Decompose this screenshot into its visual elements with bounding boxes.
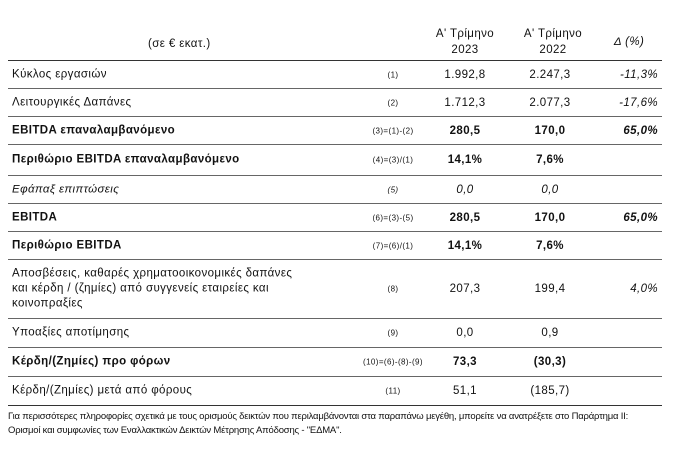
value-2023: 1.712,3 — [444, 96, 486, 109]
row-label: Λειτουργικές Δαπάνες — [12, 96, 132, 108]
value-2023: 280,5 — [449, 211, 481, 224]
value-2022: 199,4 — [534, 283, 566, 295]
value-2022: (30,3) — [533, 356, 567, 368]
row-index: (10)=(6)-(8)-(9) — [363, 357, 423, 367]
value-2022: 2.247,3 — [529, 68, 571, 81]
table-header — [8, 20, 662, 61]
table-row-profit-after-tax — [8, 377, 662, 406]
value-2023: 14,1% — [447, 154, 483, 166]
value-delta: 4,0% — [630, 283, 658, 295]
row-index: (6)=(3)-(5) — [372, 213, 414, 222]
table-row-depreciation — [8, 260, 662, 319]
unit-label: (σε € εκατ.) — [148, 38, 211, 50]
value-2022: 0,0 — [541, 183, 559, 196]
value-2022: 7,6% — [536, 239, 564, 252]
value-2022: 170,0 — [534, 124, 566, 137]
value-delta: -11,3% — [620, 68, 658, 81]
value-2023: 73,3 — [453, 356, 477, 368]
column-header-2023: Α' Τρίμηνο 2023 — [435, 28, 495, 56]
table-row-opex — [8, 89, 662, 117]
row-label: Εφάπαξ επιπτώσεις — [12, 183, 120, 195]
value-delta: 65,0% — [623, 124, 658, 137]
table-row-ebitda-margin — [8, 232, 662, 260]
row-label: Περιθώριο EBITDA — [12, 239, 122, 251]
row-index: (4)=(3)/(1) — [372, 155, 414, 165]
value-2023: 280,5 — [449, 124, 481, 137]
value-delta: -17,6% — [619, 96, 658, 109]
value-2023: 0,0 — [456, 327, 474, 339]
value-2023: 207,3 — [449, 283, 481, 295]
table-row-recurring-ebitda-margin — [8, 145, 662, 176]
row-index: (8) — [387, 284, 399, 294]
row-index: (5) — [387, 185, 399, 194]
financial-table — [8, 20, 662, 406]
value-2022: (185,7) — [530, 385, 570, 397]
value-2023: 1.992,8 — [444, 68, 486, 81]
row-label: Αποσβέσεις, καθαρές χρηματοοικονομικές δαπάνες και κέρδη / (ζημίες) από συγγενείς εταιρείες και κοινοπραξίες — [12, 267, 293, 310]
row-label: Περιθώριο EBITDA επαναλαμβανόμενο — [12, 153, 240, 166]
row-index: (1) — [387, 70, 399, 79]
table-row-profit-before-tax — [8, 348, 662, 377]
value-delta: 65,0% — [623, 211, 658, 224]
footnote: Για περισσότερες πληροφορίες σχετικά με τους ορισμούς δεικτών που περιλαμβάνονται στα παραπάνω μεγέθη, μπορείτε να ανατρέξετε στο Παράρτημα ΙΙ: Ορισμοί και συμφωνίες των Εναλλακτικών Δεικτών Μέτρησης Απόδοσης - "ΕΔΜΑ". — [8, 411, 629, 436]
value-2023: 14,1% — [447, 239, 483, 252]
row-label: Κύκλος εργασιών — [12, 68, 107, 80]
row-index: (9) — [387, 328, 399, 338]
row-index: (2) — [387, 98, 399, 107]
row-label: Κέρδη/(Ζημίες) μετά από φόρους — [12, 384, 193, 397]
row-label: EBITDA επαναλαμβανόμενο — [12, 124, 176, 136]
row-label: Κέρδη/(Ζημίες) προ φόρων — [12, 355, 171, 368]
column-header-2022: Α' Τρίμηνο 2022 — [523, 28, 583, 56]
row-label: EBITDA — [12, 211, 58, 223]
value-2023: 0,0 — [456, 183, 474, 196]
table-row-one-off-effects — [8, 176, 662, 204]
table-row-ebitda — [8, 204, 662, 232]
value-2022: 0,9 — [541, 327, 559, 339]
value-2022: 7,6% — [536, 154, 564, 166]
row-label: Υποαξίες αποτίμησης — [12, 326, 130, 339]
value-2023: 51,1 — [453, 385, 477, 397]
table-row-impairments — [8, 319, 662, 348]
column-header-delta: Δ (%) — [613, 36, 645, 48]
table-row-revenue — [8, 61, 662, 89]
table-row-recurring-ebitda — [8, 117, 662, 145]
row-index: (3)=(1)-(2) — [372, 126, 414, 135]
row-index: (11) — [385, 386, 401, 396]
value-2022: 2.077,3 — [529, 96, 571, 109]
value-2022: 170,0 — [534, 211, 566, 224]
row-index: (7)=(6)/(1) — [372, 241, 414, 250]
